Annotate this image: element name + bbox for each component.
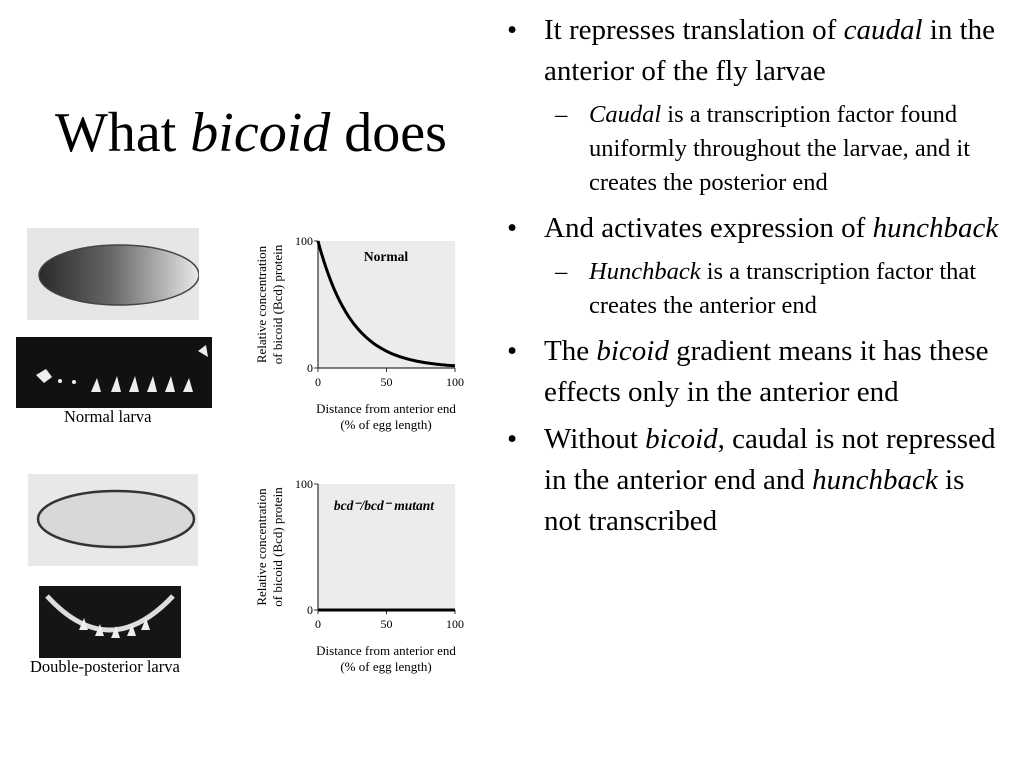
- x-tick-label: 50: [380, 617, 393, 631]
- bullet-text-segment: is a transcription factor found uniformly throughout the larvae, and it creates the posterior end: [589, 101, 971, 196]
- x-tick-label: 100: [446, 617, 464, 631]
- bullet-text-segment: Caudal: [589, 101, 662, 128]
- x-axis-label-units: (% of egg length): [340, 417, 432, 432]
- bullet-text-segment: It represses translation of: [544, 14, 844, 46]
- bullet-text-segment: Without: [544, 423, 646, 455]
- y-axis-label-line2: of bicoid (Bcd) protein: [270, 487, 285, 607]
- bullet-text-segment: hunchback: [812, 464, 938, 496]
- bullet-text-segment: bicoid: [596, 335, 669, 367]
- bullet-text-segment: caudal: [843, 14, 923, 46]
- bullet-text-segment: bicoid: [645, 423, 718, 455]
- bullet-text-segment: is not transcribed: [544, 464, 965, 537]
- y-axis-label: Relative concentration: [254, 245, 269, 364]
- title-segment: does: [330, 102, 447, 164]
- x-tick-label: 0: [315, 617, 321, 631]
- bullet-text-segment: And activates expression of: [544, 212, 873, 244]
- y-tick-label: 100: [295, 234, 313, 248]
- x-tick-label: 100: [446, 375, 464, 389]
- bullet-text-segment: The: [544, 335, 597, 367]
- plot-1: [254, 477, 464, 674]
- x-tick-label: 50: [380, 375, 393, 389]
- y-tick-label: 0: [307, 603, 313, 617]
- x-axis-label: Distance from anterior end: [316, 401, 456, 416]
- title-segment: bicoid: [190, 102, 331, 164]
- y-axis-label-line2: of bicoid (Bcd) protein: [270, 244, 285, 365]
- bullet-text-segment: gradient means it has these effects only in the anterior end: [544, 335, 989, 408]
- y-axis-label: Relative concentration: [254, 488, 269, 606]
- x-tick-label: 0: [315, 375, 321, 389]
- x-axis-label: Distance from anterior end: [316, 643, 456, 658]
- plot-title: Normal: [363, 249, 409, 264]
- normal-larva-caption: Normal larva: [64, 407, 152, 426]
- double-posterior-caption: Double-posterior larva: [30, 657, 180, 676]
- x-axis-label-units: (% of egg length): [340, 659, 432, 674]
- bullet-text-segment: Hunchback: [589, 258, 701, 285]
- plot-title: bcd⁻/bcd⁻ mutant: [333, 498, 435, 513]
- y-tick-label: 0: [307, 361, 313, 375]
- bullet-text-segment: in the anterior of the fly larvae: [544, 14, 996, 87]
- title-segment: What: [55, 102, 191, 164]
- bullet-text-segment: is a transcription factor that creates the anterior end: [589, 258, 977, 319]
- plot-0: [254, 234, 464, 432]
- bullet-text-segment: , caudal is not repressed in the anterior end and: [544, 423, 996, 496]
- bullet-text-segment: hunchback: [872, 212, 999, 244]
- y-tick-label: 100: [295, 477, 313, 491]
